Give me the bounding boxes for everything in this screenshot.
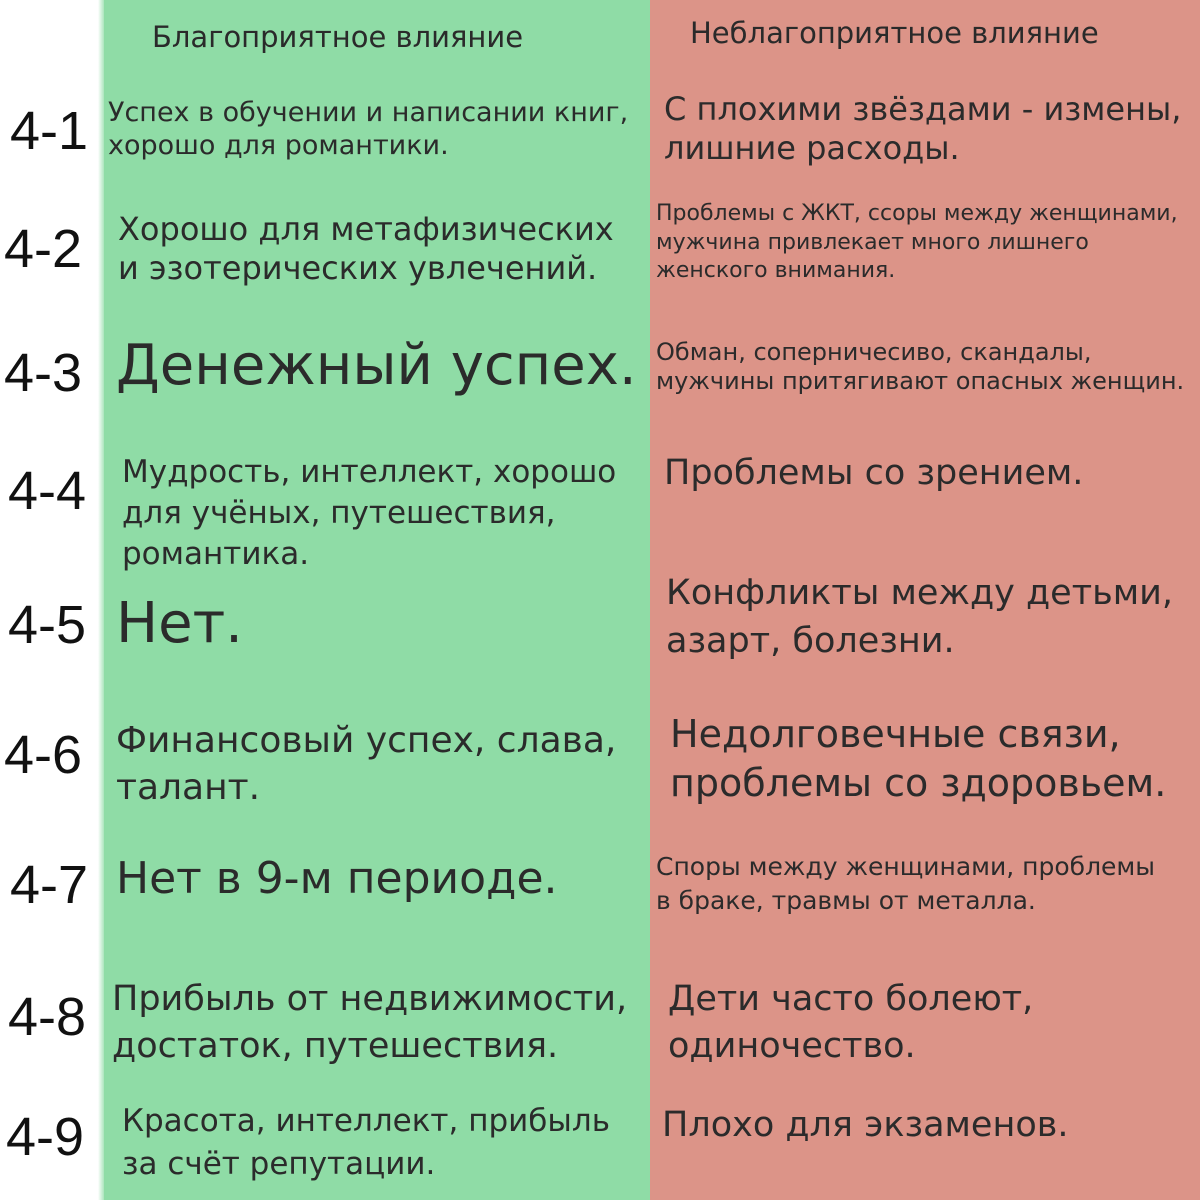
- favorable-text: Прибыль от недвижимости, достаток, путешествия.: [112, 979, 628, 1066]
- favorable-text: Нет.: [116, 591, 243, 656]
- row-number: 4-1: [10, 101, 89, 161]
- row-number: 4-4: [8, 461, 87, 521]
- unfavorable-text: Плохо для экзаменов.: [662, 1105, 1069, 1145]
- favorable-text: Финансовый успех, слава, талант.: [116, 720, 617, 808]
- row-number: 4-7: [10, 855, 89, 915]
- favorable-text: Хорошо для метафизических и эзотерических увлечений.: [118, 210, 614, 288]
- favorable-text: Денежный успех.: [116, 333, 637, 398]
- unfavorable-text: Проблемы с ЖКТ, ссоры между женщинами, мужчина привлекает много лишнего женского внимания.: [656, 201, 1178, 284]
- unfavorable-text: С плохими звёздами - измены, лишние расходы.: [664, 90, 1182, 168]
- row-number: 4-9: [6, 1107, 85, 1167]
- unfavorable-text: Споры между женщинами, проблемы в браке, травмы от металла.: [656, 852, 1156, 915]
- favorable-header: Благоприятное влияние: [152, 20, 524, 54]
- favorable-text: Красота, интеллект, прибыль за счёт репутации.: [122, 1103, 610, 1183]
- unfavorable-header: Неблагоприятное влияние: [690, 16, 1099, 50]
- row-number: 4-8: [8, 987, 87, 1047]
- favorable-text: Успех в обучении и написании книг, хорошо для романтики.: [108, 97, 629, 161]
- unfavorable-text: Проблемы со зрением.: [664, 453, 1084, 493]
- unfavorable-text: Недолговечные связи, проблемы со здоровьем.: [670, 712, 1167, 805]
- unfavorable-text: Дети часто болеют, одиночество.: [668, 979, 1034, 1066]
- unfavorable-text: Обман, соперничесиво, скандалы, мужчины притягивают опасных женщин.: [656, 338, 1185, 396]
- favorable-text: Мудрость, интеллект, хорошо для учёных, путешествия, романтика.: [122, 454, 617, 572]
- row-number: 4-2: [4, 219, 83, 279]
- favorable-text: Нет в 9-м периоде.: [116, 853, 558, 904]
- row-number: 4-6: [4, 725, 83, 785]
- unfavorable-text: Конфликты между детьми, азарт, болезни.: [666, 573, 1174, 661]
- row-number: 4-5: [8, 595, 87, 655]
- row-number: 4-3: [4, 343, 83, 403]
